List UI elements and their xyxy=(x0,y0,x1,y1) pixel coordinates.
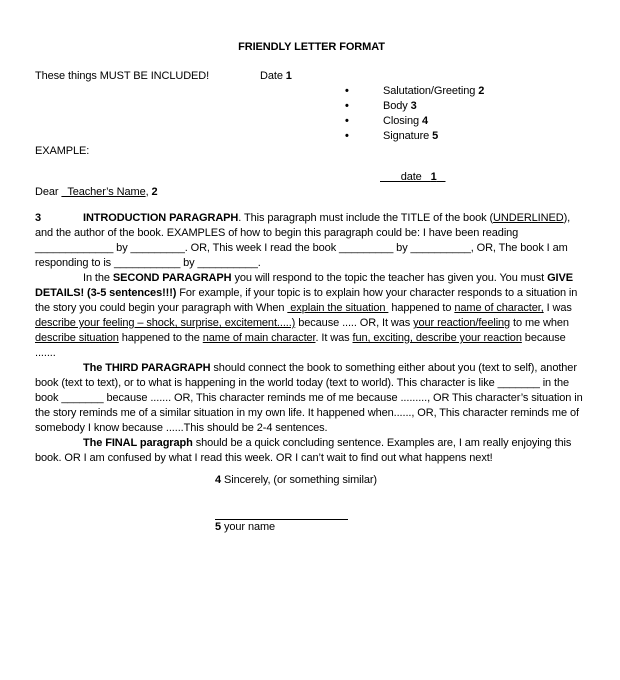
list-item-closing: • Closing 4 xyxy=(345,114,588,129)
signature-line xyxy=(215,504,348,520)
date-item: Date 1 xyxy=(260,70,292,82)
paragraph-final: The FINAL paragraph should be a quick concluding sentence. Examples are, I am really enjoying this book. OR I am confused by what I read this week. OR I can’t wait to find out what happens next! xyxy=(35,437,572,464)
closing-your-name: 5 your name xyxy=(215,521,276,533)
required-items-list xyxy=(345,84,588,144)
example-label: EXAMPLE: xyxy=(35,145,90,157)
letter-closing-block xyxy=(215,473,588,535)
letter-date-blank: date 1 xyxy=(380,171,437,183)
must-include-label: These things MUST BE INCLUDED! xyxy=(35,70,210,82)
letter-salutation: Dear Teacher’s Name, 2 xyxy=(35,186,158,198)
page-title: FRIENDLY LETTER FORMAT xyxy=(238,41,385,53)
paragraph-second: In the SECOND PARAGRAPH you will respond to the topic the teacher has given you. You must GIVE DETAILS! (3-5 sentences!!!) For example, if your topic is to explain how your character responds to a situation in the story you could begin your paragraph with When explain the situation happened to name of character, I was describe your feeling – shock, surprise, excitement.....) because ..... OR, It was your reaction/feeling to me when describe situation happened to the name of main character. It was fun, exciting, describe your reaction because ....... xyxy=(35,272,578,359)
checklist-header xyxy=(35,69,588,84)
list-item-signature: • Signature 5 xyxy=(345,129,588,144)
paragraph-introduction: 3 INTRODUCTION PARAGRAPH. This paragraph must include the TITLE of the book (UNDERLINED), and the author of the book. EXAMPLES of how to begin this paragraph could be: I have been reading _____________ by _________. OR, This week I read the book _________ by __________, OR, The book I am responding to is ___________ by __________. xyxy=(35,212,571,269)
closing-sincerely: 4 Sincerely, (or something similar) xyxy=(215,474,377,486)
list-item-salutation: • Salutation/Greeting 2 xyxy=(345,84,588,99)
paragraph-third: The THIRD PARAGRAPH should connect the book to something either about you (text to self), another book (text to text), or to what is happening in the world today (text to world). This character is like _______ in the book _______ because ....... OR, This character reminds me of me because ........., OR This character’s situation in the story reminds me of a similar situation in my own life. It happened when......, OR, This character reminds me of somebody I know because ......This should be 2-4 sentences. xyxy=(35,362,583,434)
list-item-body: • Body 3 xyxy=(345,99,588,114)
